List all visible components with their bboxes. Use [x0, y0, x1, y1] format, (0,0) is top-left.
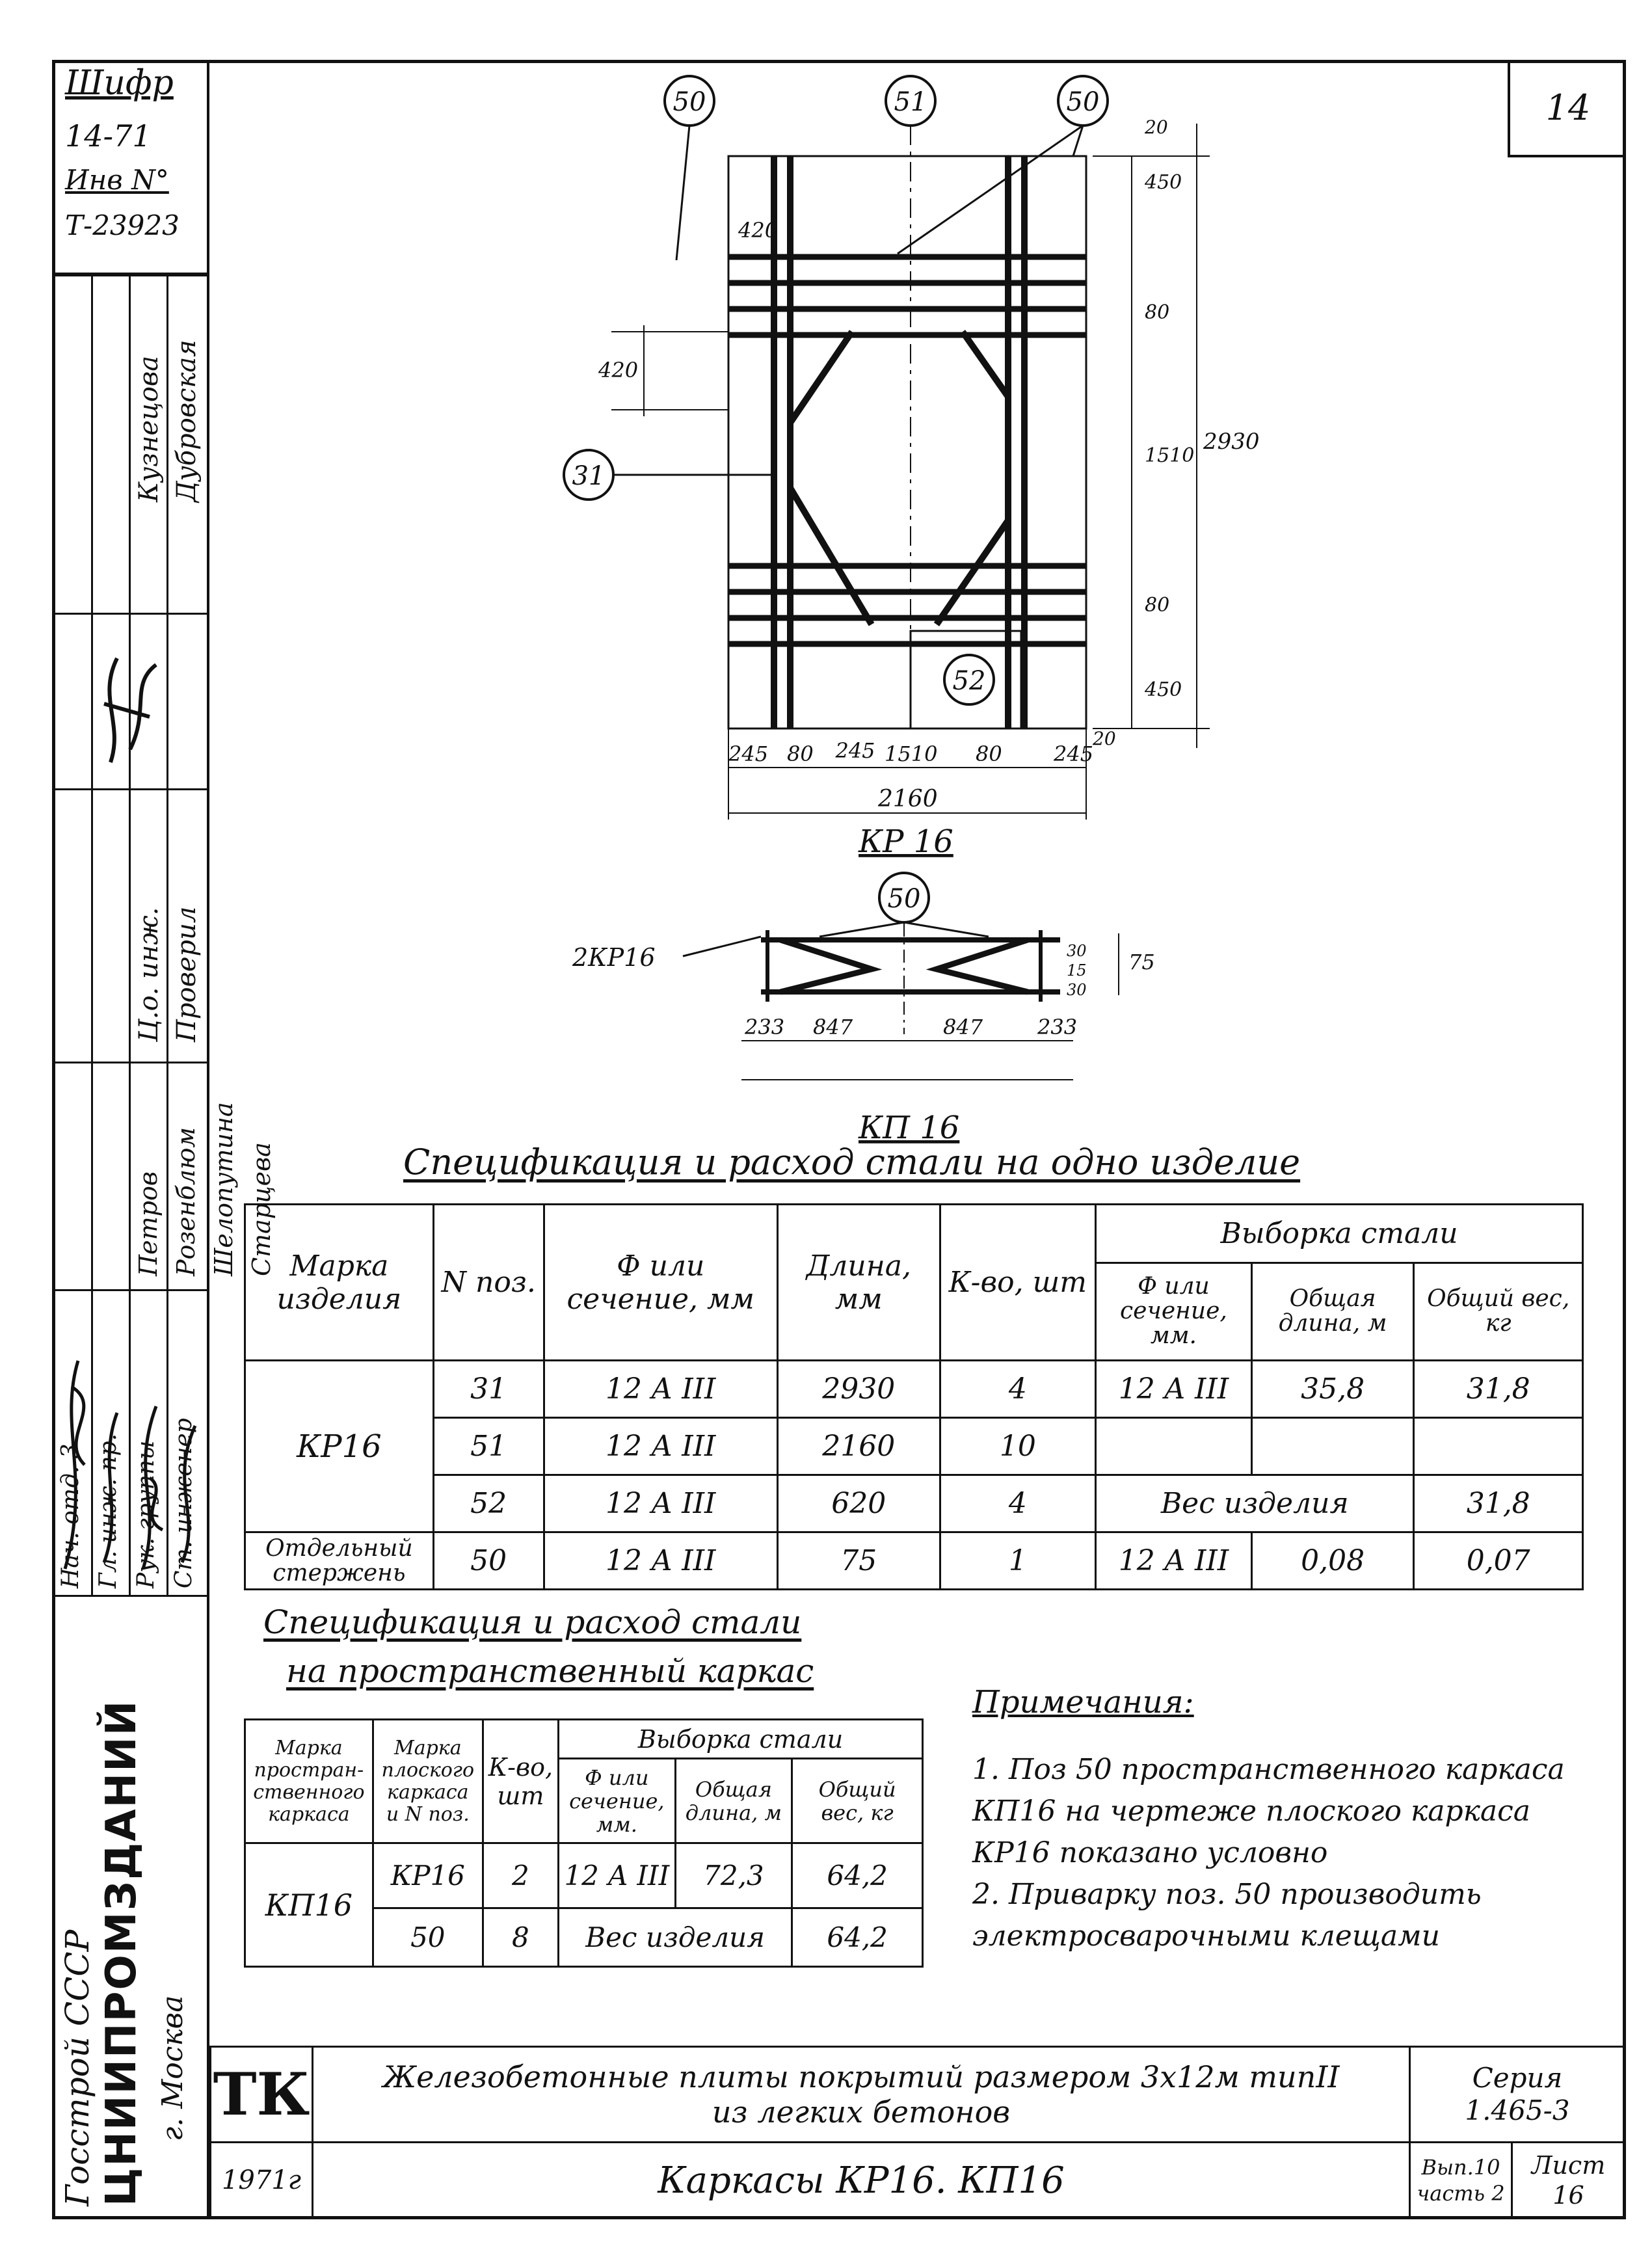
cipher-value: 14-71	[65, 118, 152, 154]
dim-233: 233	[745, 1015, 785, 1039]
hdr-s-section: Ф или сечение, мм.	[559, 1759, 676, 1843]
dim-450: 450	[1145, 678, 1182, 701]
dim-233: 233	[1037, 1015, 1078, 1039]
signer-2: Дубровская	[172, 340, 202, 502]
dim-80: 80	[787, 742, 814, 766]
cell: 50	[373, 1908, 483, 1967]
cell: 10	[940, 1418, 1095, 1475]
hdr-qty: К-во, шт	[483, 1720, 558, 1843]
cell: 52	[433, 1475, 544, 1532]
org-name: ЦНИИПРОМЗДАНИЙ	[98, 1699, 146, 2206]
cell: 12 А III	[544, 1475, 777, 1532]
spec1-table	[244, 1203, 1584, 1590]
callout-label: 51	[894, 87, 927, 117]
doc-subtitle: Каркасы КР16. КП16	[312, 2141, 1411, 2219]
dim-847: 847	[943, 1015, 983, 1039]
signer-6: Розенблюм	[172, 1127, 200, 1276]
tk-mark: ТК	[209, 2046, 313, 2143]
signer-9: Нач. отд. 3	[57, 1443, 84, 1588]
series-value: 1.465-3	[1465, 2094, 1570, 2126]
cell: 12 А III	[1096, 1361, 1252, 1418]
dim: 245	[835, 738, 875, 763]
signer-7: Шелопутина	[209, 1102, 238, 1276]
cell: 12 А III	[544, 1361, 777, 1418]
kp-name: КР 16	[859, 823, 953, 860]
dim-245: 245	[1054, 742, 1094, 766]
dim-20: 20	[1093, 728, 1116, 749]
cell: 35,8	[1251, 1361, 1414, 1418]
spec2-title-1: Спецификация и расход стали	[263, 1603, 802, 1641]
callout-label: 50	[673, 87, 706, 117]
hdr-mark: Марка изделия	[245, 1205, 434, 1361]
dim-2930: 2930	[1203, 429, 1260, 455]
dim-1510: 1510	[1145, 444, 1195, 467]
cell: 72,3	[675, 1843, 792, 1908]
hdr-qty: К-во, шт	[940, 1205, 1095, 1361]
org-label: Госстрой СССР	[59, 1929, 96, 2206]
cell	[1414, 1418, 1583, 1475]
notes	[972, 1681, 1597, 1957]
dim-420: 420	[738, 218, 779, 243]
cell: 8	[483, 1908, 558, 1967]
doc-title	[312, 2046, 1411, 2143]
kp16-name: КП 16	[859, 1110, 960, 1146]
cell: 0,07	[1414, 1532, 1583, 1590]
cell: 31,8	[1414, 1361, 1583, 1418]
dim-15: 15	[1067, 961, 1087, 980]
cell: 4	[940, 1475, 1095, 1532]
product-mark: КР16	[245, 1361, 434, 1532]
dim-20: 20	[1145, 116, 1168, 138]
dim-30: 30	[1067, 981, 1087, 999]
dim-80: 80	[1145, 301, 1170, 324]
sheet-value: 16	[1552, 2181, 1584, 2210]
org-city: г. Москва	[156, 1995, 189, 2141]
cell: 51	[433, 1418, 544, 1475]
notes-title: Примечания:	[972, 1684, 1194, 1720]
cell: 50	[433, 1532, 544, 1590]
cell: 12 А III	[544, 1418, 777, 1475]
part-value: часть 2	[1417, 2181, 1505, 2206]
signer-8: Старцева	[247, 1142, 276, 1276]
inv-label: Инв N°	[65, 164, 169, 196]
signer-12: Ст. инженер	[170, 1418, 197, 1588]
signatures	[52, 1348, 207, 1582]
hdr-pos: N поз.	[433, 1205, 544, 1361]
cipher-label: Шифр	[65, 64, 174, 103]
cell: 75	[777, 1532, 940, 1590]
inv-value: Т-23923	[65, 209, 180, 241]
signers-grid	[52, 274, 276, 1595]
frame-drawing	[494, 59, 1314, 1151]
sheet	[1511, 2141, 1626, 2219]
signer-10: Гл. инж. пр.	[95, 1433, 122, 1588]
rod-mark: Отдельный стержень	[245, 1532, 434, 1590]
weight-label: Вес изделия	[1096, 1475, 1414, 1532]
callout-label: 50	[1066, 87, 1100, 117]
hdr-flat: Марка плоского каркаса и N поз.	[373, 1720, 483, 1843]
dim-450: 450	[1145, 171, 1182, 194]
doc-title-1: Железобетонные плиты покрытий размером 3х12м типII	[382, 2059, 1340, 2094]
issue-value: Вып.10	[1421, 2155, 1500, 2180]
signer-4: Проверил	[172, 906, 202, 1042]
signer-5: Петров	[134, 1171, 163, 1276]
org-block	[52, 1595, 207, 2219]
callout-label: 31	[572, 461, 606, 491]
hdr-mark: Марка простран- ственного каркаса	[245, 1720, 373, 1843]
signer-1: Кузнецова	[134, 355, 164, 502]
dim-847: 847	[813, 1015, 853, 1039]
hdr-section: Ф или сечение, мм	[544, 1205, 777, 1361]
hdr-steel: Выборка стали	[1096, 1205, 1583, 1263]
signer-11: Рук. группы	[133, 1440, 159, 1588]
signer-3: Ц.о. инж.	[134, 907, 164, 1042]
cell: 12 А III	[1096, 1532, 1252, 1590]
cell: 2	[483, 1843, 558, 1908]
hdr-steel: Выборка стали	[559, 1720, 923, 1759]
cell: 64,2	[792, 1843, 923, 1908]
sheet-number: 14	[1508, 60, 1626, 157]
cell: 12 А III	[544, 1532, 777, 1590]
series-label: Серия	[1472, 2062, 1563, 2094]
spec1-title: Спецификация и расход стали на одно изделие	[403, 1142, 1301, 1183]
cell: 620	[777, 1475, 940, 1532]
callout-label: 50	[887, 884, 921, 914]
dim-1510: 1510	[885, 742, 938, 766]
title-block	[209, 2046, 1626, 2219]
product-mark: КП16	[245, 1843, 373, 1967]
hdr-s-weight: Общий вес, кг	[1414, 1263, 1583, 1360]
dim-80: 80	[1145, 594, 1170, 617]
cell	[1096, 1418, 1252, 1475]
cell: 4	[940, 1361, 1095, 1418]
doc-title-2: из легких бетонов	[712, 2094, 1011, 2130]
dim-75: 75	[1128, 950, 1155, 974]
sheet-label: Лист	[1531, 2151, 1606, 2180]
cell: 0,08	[1251, 1532, 1414, 1590]
hdr-s-section: Ф или сечение, мм.	[1096, 1263, 1252, 1360]
weight-value: 31,8	[1414, 1475, 1583, 1532]
dim-2160: 2160	[878, 786, 938, 812]
cell: 2930	[777, 1361, 940, 1418]
dim-420: 420	[598, 358, 639, 382]
dim-80: 80	[976, 742, 1002, 766]
spec2-table	[244, 1718, 924, 1968]
spec2-title-2: на пространственный каркас	[286, 1652, 814, 1690]
note-2: 2. Приварку поз. 50 производить электросварочными клещами	[972, 1878, 1482, 1953]
hdr-s-length: Общая длина, м	[675, 1759, 792, 1843]
flat-frame-ref: 2КР16	[572, 943, 656, 972]
hdr-length: Длина, мм	[777, 1205, 940, 1361]
cell: КР16	[373, 1843, 483, 1908]
series	[1409, 2046, 1626, 2143]
cell	[1251, 1418, 1414, 1475]
cell: 1	[940, 1532, 1095, 1590]
cell: 2160	[777, 1418, 940, 1475]
hdr-s-length: Общая длина, м	[1251, 1263, 1414, 1360]
dim-245: 245	[728, 742, 769, 766]
cell: 31	[433, 1361, 544, 1418]
signature-2	[91, 645, 169, 775]
issue	[1409, 2141, 1513, 2219]
callout-label: 52	[952, 666, 986, 696]
weight-value: 64,2	[792, 1908, 923, 1967]
note-1: 1. Поз 50 пространственного каркаса КП16 на чертеже плоского каркаса КР16 показано условно	[972, 1753, 1565, 1869]
weight-label: Вес изделия	[559, 1908, 792, 1967]
dim-30: 30	[1067, 942, 1087, 960]
year: 1971г	[209, 2141, 313, 2219]
cipher-block	[52, 60, 207, 274]
hdr-s-weight: Общий вес, кг	[792, 1759, 923, 1843]
cell: 12 А III	[559, 1843, 676, 1908]
